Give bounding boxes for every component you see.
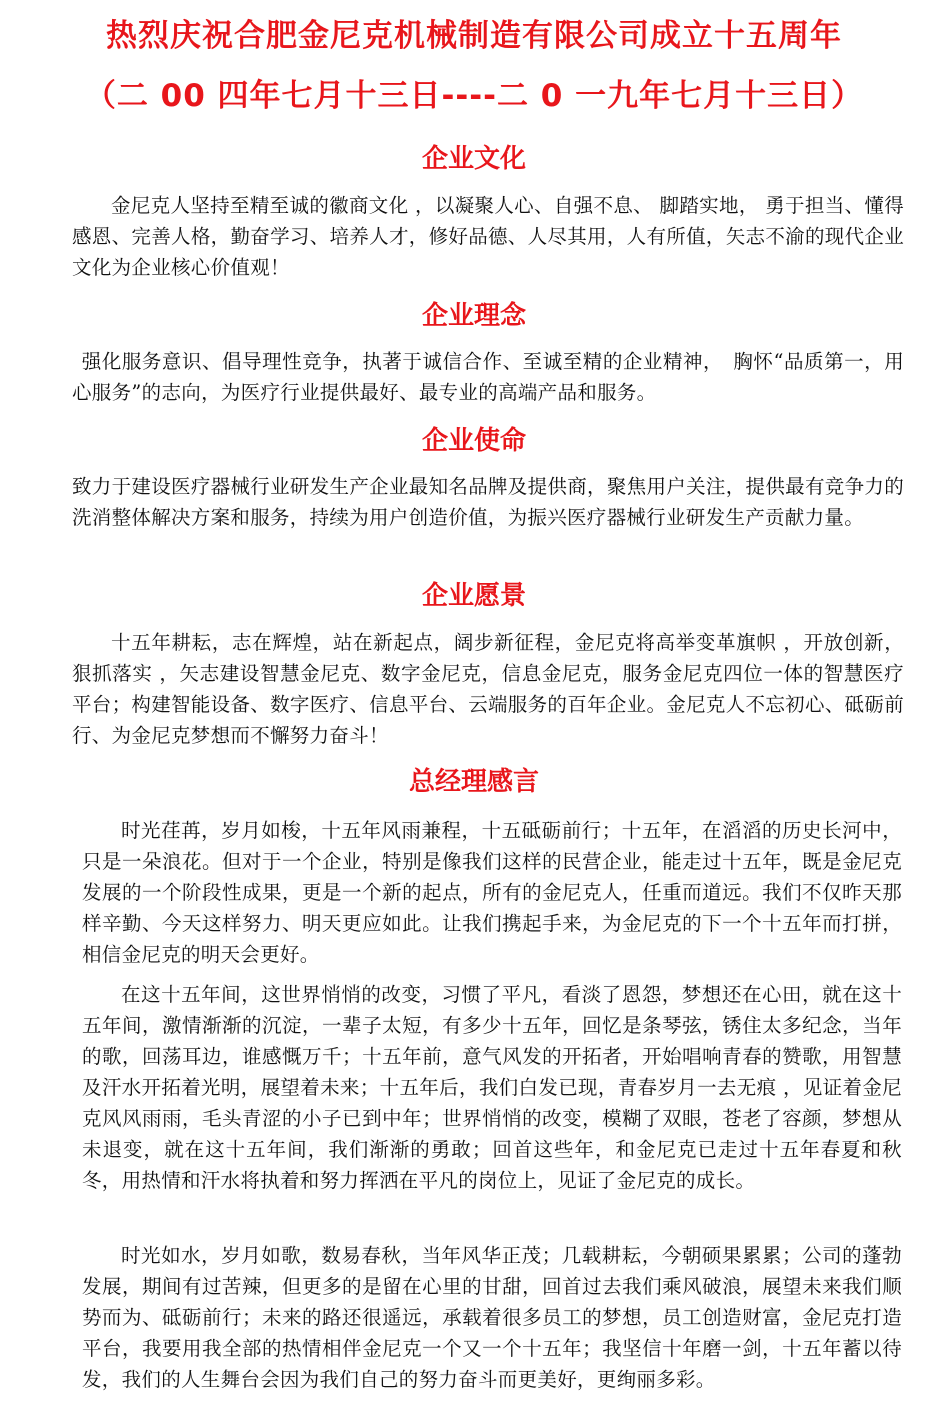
section-heading-mission: 企业使命 (421, 426, 526, 456)
section-heading-philosophy: 企业理念 (421, 301, 526, 331)
section-text-mission: 致力于建设医疗器械行业研发生产企业最知名品牌及提供商，聚焦用户关注，提供最有竞争力的洗消整体解决方案和服务，持续为用户创造价值，为振兴医疗器械行业研发生产贡献力量。 (72, 475, 904, 529)
gm-remarks-paragraph-1: 时光荏苒，岁月如梭，十五年风雨兼程，十五砥砺前行；十五年，在滔滔的历史长河中，只是一朵浪花。但对于一个企业，特别是像我们这样的民营企业，能走过十五年，既是金尼克发展的一个阶段性成果，更是一个新的起点，所有的金尼克人，任重而道远。我们不仅昨天那样辛勤、今天这样努力、明天更应如此。让我们携起手来，为金尼克的下一个十五年而打拼，相信金尼克的明天会更好。 (82, 819, 902, 966)
section-heading-culture: 企业文化 (421, 144, 526, 174)
section-text-vision: 十五年耕耘，志在辉煌，站在新起点，阔步新征程，金尼克将高举变革旗帜 ，开放创新，狠抓落实 ，矢志建设智慧金尼克、数字金尼克，信息金尼克，服务金尼克四位一体的智慧医疗平台；构建智能设备、数字医疗、信息平台、云端服务的百年企业。金尼克人不忘初心、砥砺前行、为金尼克梦想而不懈努力奋斗！ (72, 631, 904, 747)
section-heading-gm-remarks: 总经理感言 (408, 767, 539, 797)
gm-remarks-paragraph-2: 在这十五年间，这世界悄悄的改变，习惯了平凡，看淡了恩怨，梦想还在心田，就在这十五年间，激情渐渐的沉淀，一辈子太短，有多少十五年，回忆是条琴弦，锈住太多纪念，当年的歌，回荡耳边，谁感慨万千；十五年前，意气风发的开拓者，开始唱响青春的赞歌，用智慧及汗水开拓着光明，展望着未来；十五年后，我们白发已现，青春岁月一去无痕 ，见证着金尼克风风雨雨，毛头青涩的小子已到中年；世界悄悄的改变，模糊了双眼，苍老了容颜，梦想从未退变，就在这十五年间，我们渐渐的勇敢；回首这些年，和金尼克已走过十五年春夏和秋冬，用热情和汗水将执着和努力挥洒在平凡的岗位上，见证了金尼克的成长。 (82, 983, 902, 1192)
document-date-range: （二 00 四年七月十三日----二 0 一九年七月十三日） (84, 78, 864, 114)
section-heading-vision: 企业愿景 (421, 581, 526, 611)
document-title: 热烈庆祝合肥金尼克机械制造有限公司成立十五周年 (106, 18, 842, 54)
section-text-philosophy: 强化服务意识、倡导理性竞争，执著于诚信合作、至诚至精的企业精神， 胸怀“品质第一，用心服务”的志向，为医疗行业提供最好、最专业的高端产品和服务。 (72, 350, 904, 404)
section-text-culture: 金尼克人坚持至精至诚的徽商文化 ，以凝聚人心、自强不息、 脚踏实地， 勇于担当、懂得感恩、完善人格，勤奋学习、培养人才，修好品德、人尽其用，人有所值，矢志不渝的现代企业文化为企业核心价值观！ (72, 194, 904, 279)
gm-remarks-paragraph-3: 时光如水，岁月如歌，数易春秋，当年风华正茂；几载耕耘，今朝硕果累累；公司的蓬勃发展，期间有过苦辣，但更多的是留在心里的甘甜，回首过去我们乘风破浪，展望未来我们顺势而为、砥砺前行；未来的路还很遥远，承载着很多员工的梦想，员工创造财富，金尼克打造平台，我要用我全部的热情相伴金尼克一个又一个十五年；我坚信十年磨一剑，十五年蓄以待发，我们的人生舞台会因为我们自己的努力奋斗而更美好，更绚丽多彩。 (82, 1244, 902, 1391)
